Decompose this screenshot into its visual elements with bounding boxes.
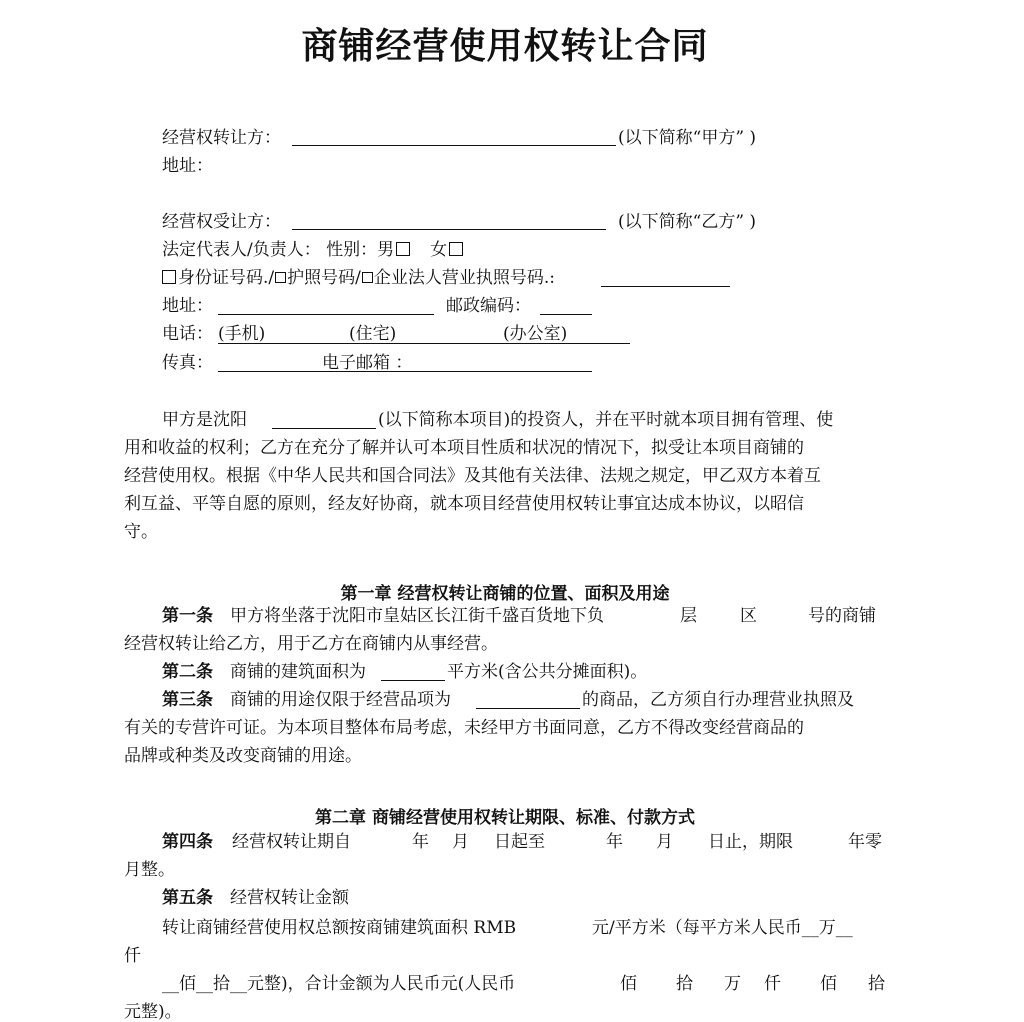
party-b-name-blank (292, 229, 606, 230)
preamble-line-2: 用和收益的权利；乙方在充分了解并认可本项目性质和状况的情况下，拟受让本项目商铺的 (124, 438, 804, 458)
party-b-rep-row (162, 240, 465, 260)
article-3-text-b: 的商品，乙方须自行办理营业执照及 (582, 690, 854, 710)
article-5-line-1a: 转让商铺经营使用权总额按商铺建筑面积 RMB (162, 918, 517, 938)
home-phone-label: (住宅) (349, 324, 397, 344)
article-2-label: 第二条 (162, 662, 213, 682)
unit-shi-2: 拾 (868, 974, 885, 994)
preamble-line-3: 经营使用权。根据《中华人民共和国合同法》及其他有关法律、法规之规定，甲乙双方本着互 (124, 466, 821, 486)
unit-qian: 仟 (764, 974, 781, 994)
fax-label: 传真： (162, 353, 213, 373)
article-1-floor: 层 (680, 606, 697, 626)
female-label: 女 (430, 240, 448, 260)
chapter-2-heading: 第二章 商铺经营使用权转让期限、标准、付款方式 (315, 808, 695, 828)
postal-code-blank (540, 314, 592, 315)
article-3-line-2: 有关的专营许可证。为本项目整体布局考虑，未经甲方书面同意，乙方不得改变经营商品的 (124, 718, 804, 738)
article-1-text: 甲方将坐落于沈阳市皇姑区长江街千盛百货地下负 (230, 606, 604, 626)
article-5-line-2: 仟 (124, 946, 141, 966)
article-3-text-a: 商铺的用途仅限于经营品项为 (230, 690, 451, 710)
postal-code-label: 邮政编码： (446, 296, 531, 316)
passport-label: 护照号码/ (287, 268, 361, 288)
id-card-label: 身份证号码./ (178, 268, 275, 288)
article-5-line-4: 元整)。 (124, 1002, 182, 1022)
article-1-number: 号的商铺 (808, 606, 876, 626)
party-a-suffix: (以下简称“甲方” ) (618, 128, 757, 148)
preamble-line-1a: 甲方是沈阳 (162, 410, 247, 430)
male-checkbox[interactable] (396, 242, 410, 256)
article-4-years: 年零 (848, 832, 882, 852)
article-5-title: 经营权转让金额 (230, 888, 349, 908)
article-3-line-3: 品牌或种类及改变商铺的用途。 (124, 746, 362, 766)
preamble-line-1b: (以下简称本项目)的投资人，并在平时就本项目拥有管理、使 (378, 410, 834, 430)
phone-blank (218, 343, 630, 344)
goods-category-blank (476, 708, 580, 709)
article-1-line-2: 经营权转让给乙方，用于乙方在商铺内从事经营。 (124, 634, 498, 654)
unit-shi-1: 拾 (676, 974, 693, 994)
mobile-label: (手机) (218, 324, 266, 344)
license-checkbox[interactable] (362, 272, 373, 283)
article-4-from: 经营权转让期自 (232, 832, 351, 852)
article-5-line-3a: __佰__拾__元整)，合计金额为人民币元(人民币 (162, 974, 516, 994)
article-4-month-2: 月 (656, 832, 673, 852)
article-1-zone: 区 (740, 606, 757, 626)
id-card-checkbox[interactable] (162, 270, 176, 284)
party-a-address-label: 地址： (162, 156, 213, 176)
article-4-until: 日起至 (494, 832, 545, 852)
article-3-label: 第三条 (162, 690, 213, 710)
party-b-address-blank (218, 314, 434, 315)
preamble-line-5: 守。 (124, 522, 158, 542)
article-2-text-b: 平方米(含公共分摊面积)。 (447, 662, 648, 682)
article-1-label: 第一条 (162, 606, 213, 626)
rep-gender-label: 法定代表人/负责人： 性别：男 (162, 240, 395, 260)
license-label: 企业法人营业执照号码.: (373, 268, 556, 288)
unit-wan: 万 (724, 974, 741, 994)
chapter-1-heading: 第一章 经营权转让商铺的位置、面积及用途 (340, 584, 670, 604)
id-number-blank (601, 286, 730, 287)
party-b-suffix: (以下简称“乙方” ) (618, 212, 757, 232)
article-4-line-2: 月整。 (124, 860, 175, 880)
article-4-end: 日止，期限 (708, 832, 793, 852)
preamble-line-4: 利互益、平等自愿的原则，经友好协商，就本项目经营使用权转让事宜达成本协议，以昭信 (124, 494, 804, 514)
article-4-label: 第四条 (162, 832, 213, 852)
office-phone-label: (办公室) (503, 324, 568, 344)
party-a-name-blank (292, 145, 616, 146)
party-a-label: 经营权转让方： (162, 128, 281, 148)
fax-email-blank (218, 371, 592, 372)
unit-bai-2: 佰 (820, 974, 837, 994)
party-b-id-row (162, 268, 555, 288)
email-label: 电子邮箱 ： (322, 353, 413, 373)
unit-bai-1: 佰 (620, 974, 637, 994)
document-title: 商铺经营使用权转让合同 (301, 26, 709, 67)
article-5-line-1b: 元/平方米（每平方米人民币__万__ (592, 918, 853, 938)
article-4-year-2: 年 (606, 832, 623, 852)
article-4-year-1: 年 (412, 832, 429, 852)
female-checkbox[interactable] (449, 242, 463, 256)
article-4-month-1: 月 (452, 832, 469, 852)
article-5-label: 第五条 (162, 888, 213, 908)
article-2-text-a: 商铺的建筑面积为 (230, 662, 366, 682)
area-blank (381, 680, 445, 681)
party-b-address-label: 地址： (162, 296, 213, 316)
project-name-blank (272, 428, 376, 429)
party-b-label: 经营权受让方： (162, 212, 281, 232)
phone-label: 电话： (162, 324, 213, 344)
passport-checkbox[interactable] (275, 272, 286, 283)
